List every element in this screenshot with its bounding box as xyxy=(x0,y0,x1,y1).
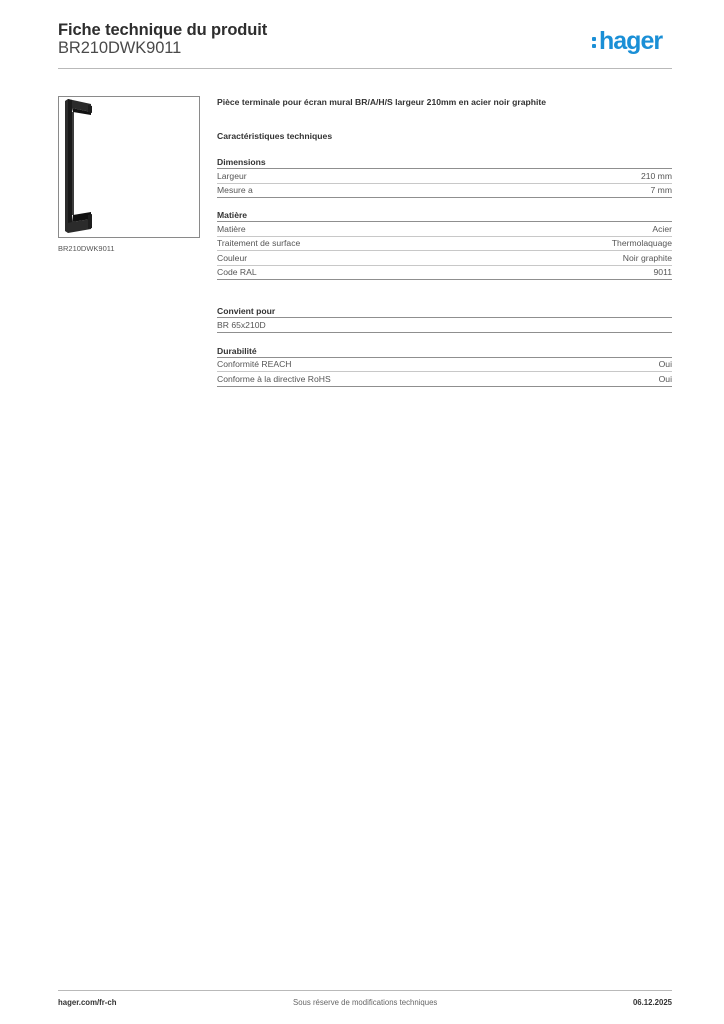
page-title: Fiche technique du produit xyxy=(58,21,268,39)
durability-table xyxy=(217,357,672,387)
group-title-material: Matière xyxy=(217,210,248,220)
spec-sheet xyxy=(217,96,672,387)
row-value: Noir graphite xyxy=(622,252,672,263)
row-label: Matière xyxy=(217,223,246,234)
dimensions-table xyxy=(217,168,672,198)
row-label: Mesure a xyxy=(217,185,253,196)
compat-table xyxy=(217,317,672,333)
material-table xyxy=(217,221,672,280)
row-value: 9011 xyxy=(653,267,672,278)
table-row xyxy=(217,251,672,266)
product-image xyxy=(58,96,200,238)
group-title-dimensions: Dimensions xyxy=(217,157,266,167)
row-label: BR 65x210D xyxy=(217,319,266,330)
row-value: 7 mm xyxy=(650,185,672,196)
table-row xyxy=(217,169,672,184)
row-label: Largeur xyxy=(217,170,247,181)
logo-text: hager xyxy=(599,27,663,55)
specs-heading: Caractéristiques techniques xyxy=(217,131,333,141)
table-row xyxy=(217,237,672,252)
logo-colon-icon xyxy=(592,33,598,49)
row-value: Acier xyxy=(652,223,672,234)
table-row xyxy=(217,358,672,373)
image-caption: BR210DWK9011 xyxy=(58,244,115,253)
footer-date: 06.12.2025 xyxy=(632,998,672,1007)
row-label: Couleur xyxy=(217,252,248,263)
product-reference: BR210DWK9011 xyxy=(58,39,182,57)
row-label: Traitement de surface xyxy=(217,238,301,249)
hager-logo xyxy=(592,26,662,56)
end-piece-product-icon xyxy=(59,97,199,237)
table-row xyxy=(217,184,672,199)
row-label: Conformité REACH xyxy=(217,359,292,370)
row-label: Code RAL xyxy=(217,267,257,278)
footer-divider xyxy=(58,990,672,991)
row-value: Oui xyxy=(658,373,672,384)
footer-notice: Sous réserve de modifications techniques xyxy=(293,998,438,1007)
table-row xyxy=(217,266,672,281)
row-value: Oui xyxy=(658,359,672,370)
table-row xyxy=(217,372,672,387)
table-row xyxy=(217,318,672,333)
row-value: Thermolaquage xyxy=(611,238,672,249)
group-title-compat: Convient pour xyxy=(217,306,276,316)
header-divider xyxy=(58,68,672,69)
row-label: Conforme à la directive RoHS xyxy=(217,373,331,384)
group-title-durability: Durabilité xyxy=(217,345,257,356)
row-value: 210 mm xyxy=(640,170,672,181)
product-description: Pièce terminale pour écran mural BR/A/H/S largeur 210mm en acier noir graphite xyxy=(217,97,547,107)
footer-website-link[interactable]: hager.com/fr-ch xyxy=(58,998,117,1007)
table-row xyxy=(217,222,672,237)
